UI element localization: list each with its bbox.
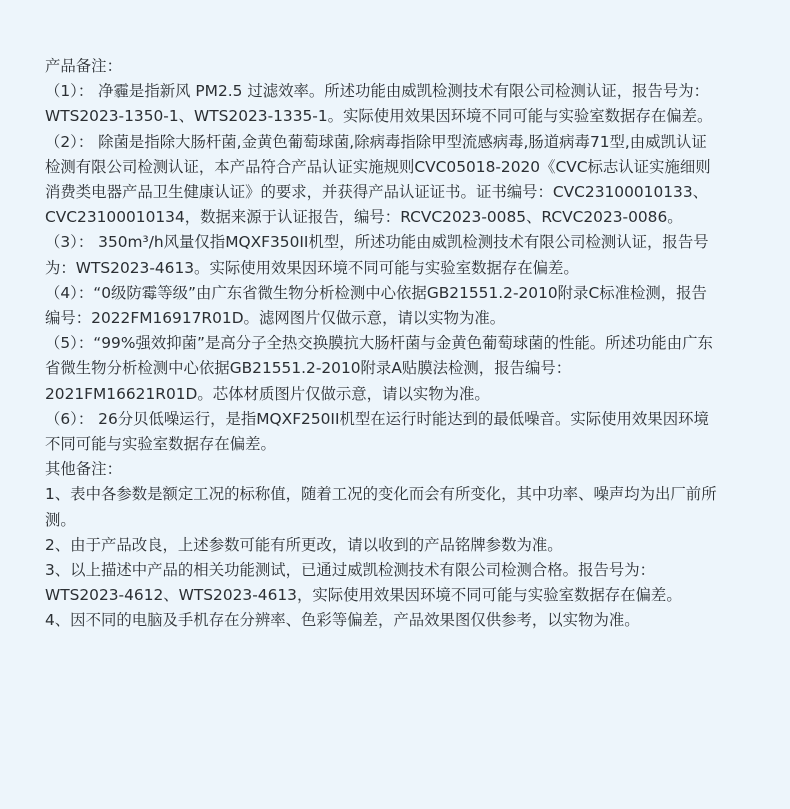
product-note-line: 省微生物分析检测中心依据GB21551.2-2010附录A贴膜法检测，报告编号： — [45, 359, 572, 378]
product-note-line: 不同可能与实验室数据存在偏差。 — [45, 435, 276, 454]
product-note-line: 消费类电器产品卫生健康认证》的要求，并获得产品认证证书。证书编号：CVC23100010133、 — [45, 183, 709, 202]
product-note-line: CVC23100010134，数据来源于认证报告，编号：RCVC2023-0085、RCVC2023-0086。 — [45, 208, 683, 227]
notes-document — [45, 54, 750, 634]
product-note-line: 2021FM16621R01D。芯体材质图片仅做示意，请以实物为准。 — [45, 384, 490, 403]
product-note-line: 检测有限公司检测认证，本产品符合产品认证实施规则CVC05018-2020《CVC标志认证实施细则 — [45, 157, 711, 176]
product-note-line: （2）： 除菌是指除大肠杆菌,金黄色葡萄球菌,除病毒指除甲型流感病毒,肠道病毒71型,由威凯认证 — [45, 132, 707, 151]
product-note-line: WTS2023-1350-1、WTS2023-1335-1。实际使用效果因环境不同可能与实验室数据存在偏差。 — [45, 107, 713, 126]
product-note-line: （6）： 26分贝低噪运行，是指MQXF250II机型在运行时能达到的最低噪音。实际使用效果因环境 — [45, 409, 709, 428]
other-note-line: 测。 — [45, 510, 76, 529]
other-note-line: 1、表中各参数是额定工况的标称值，随着工况的变化而会有所变化，其中功率、噪声均为出厂前所 — [45, 485, 717, 504]
product-note-line: （5）：“99%强效抑菌”是高分子全热交换膜抗大肠杆菌与金黄色葡萄球菌的性能。所述功能由广东 — [45, 334, 713, 353]
other-note-line: 4、因不同的电脑及手机存在分辨率、色彩等偏差，产品效果图仅供参考，以实物为准。 — [45, 611, 640, 630]
other-note-line: 2、由于产品改良，上述参数可能有所更改，请以收到的产品铭牌参数为准。 — [45, 535, 563, 554]
product-note-line: （1）： 净霾是指新风 PM2.5 过滤效率。所述功能由威凯检测技术有限公司检测认证，报告号为： — [45, 82, 710, 101]
product-note-line: （4）：“0级防霉等级”由广东省微生物分析检测中心依据GB21551.2-2010附录C标准检测，报告 — [45, 283, 707, 302]
other-notes-heading: 其他备注： — [45, 460, 122, 479]
product-note-line: 编号：2022FM16917R01D。滤网图片仅做示意，请以实物为准。 — [45, 309, 506, 328]
product-notes-heading: 产品备注： — [45, 57, 122, 75]
product-note-line: （3）： 350m³/h风量仅指MQXF350II机型，所述功能由威凯检测技术有限公司检测认证，报告号 — [45, 233, 709, 252]
other-note-line: WTS2023-4612、WTS2023-4613，实际使用效果因环境不同可能与实验室数据存在偏差。 — [45, 586, 682, 605]
other-note-line: 3、以上描述中产品的相关功能测试，已通过威凯检测技术有限公司检测合格。报告号为： — [45, 561, 656, 580]
product-note-line: 为：WTS2023-4613。实际使用效果因环境不同可能与实验室数据存在偏差。 — [45, 258, 579, 277]
